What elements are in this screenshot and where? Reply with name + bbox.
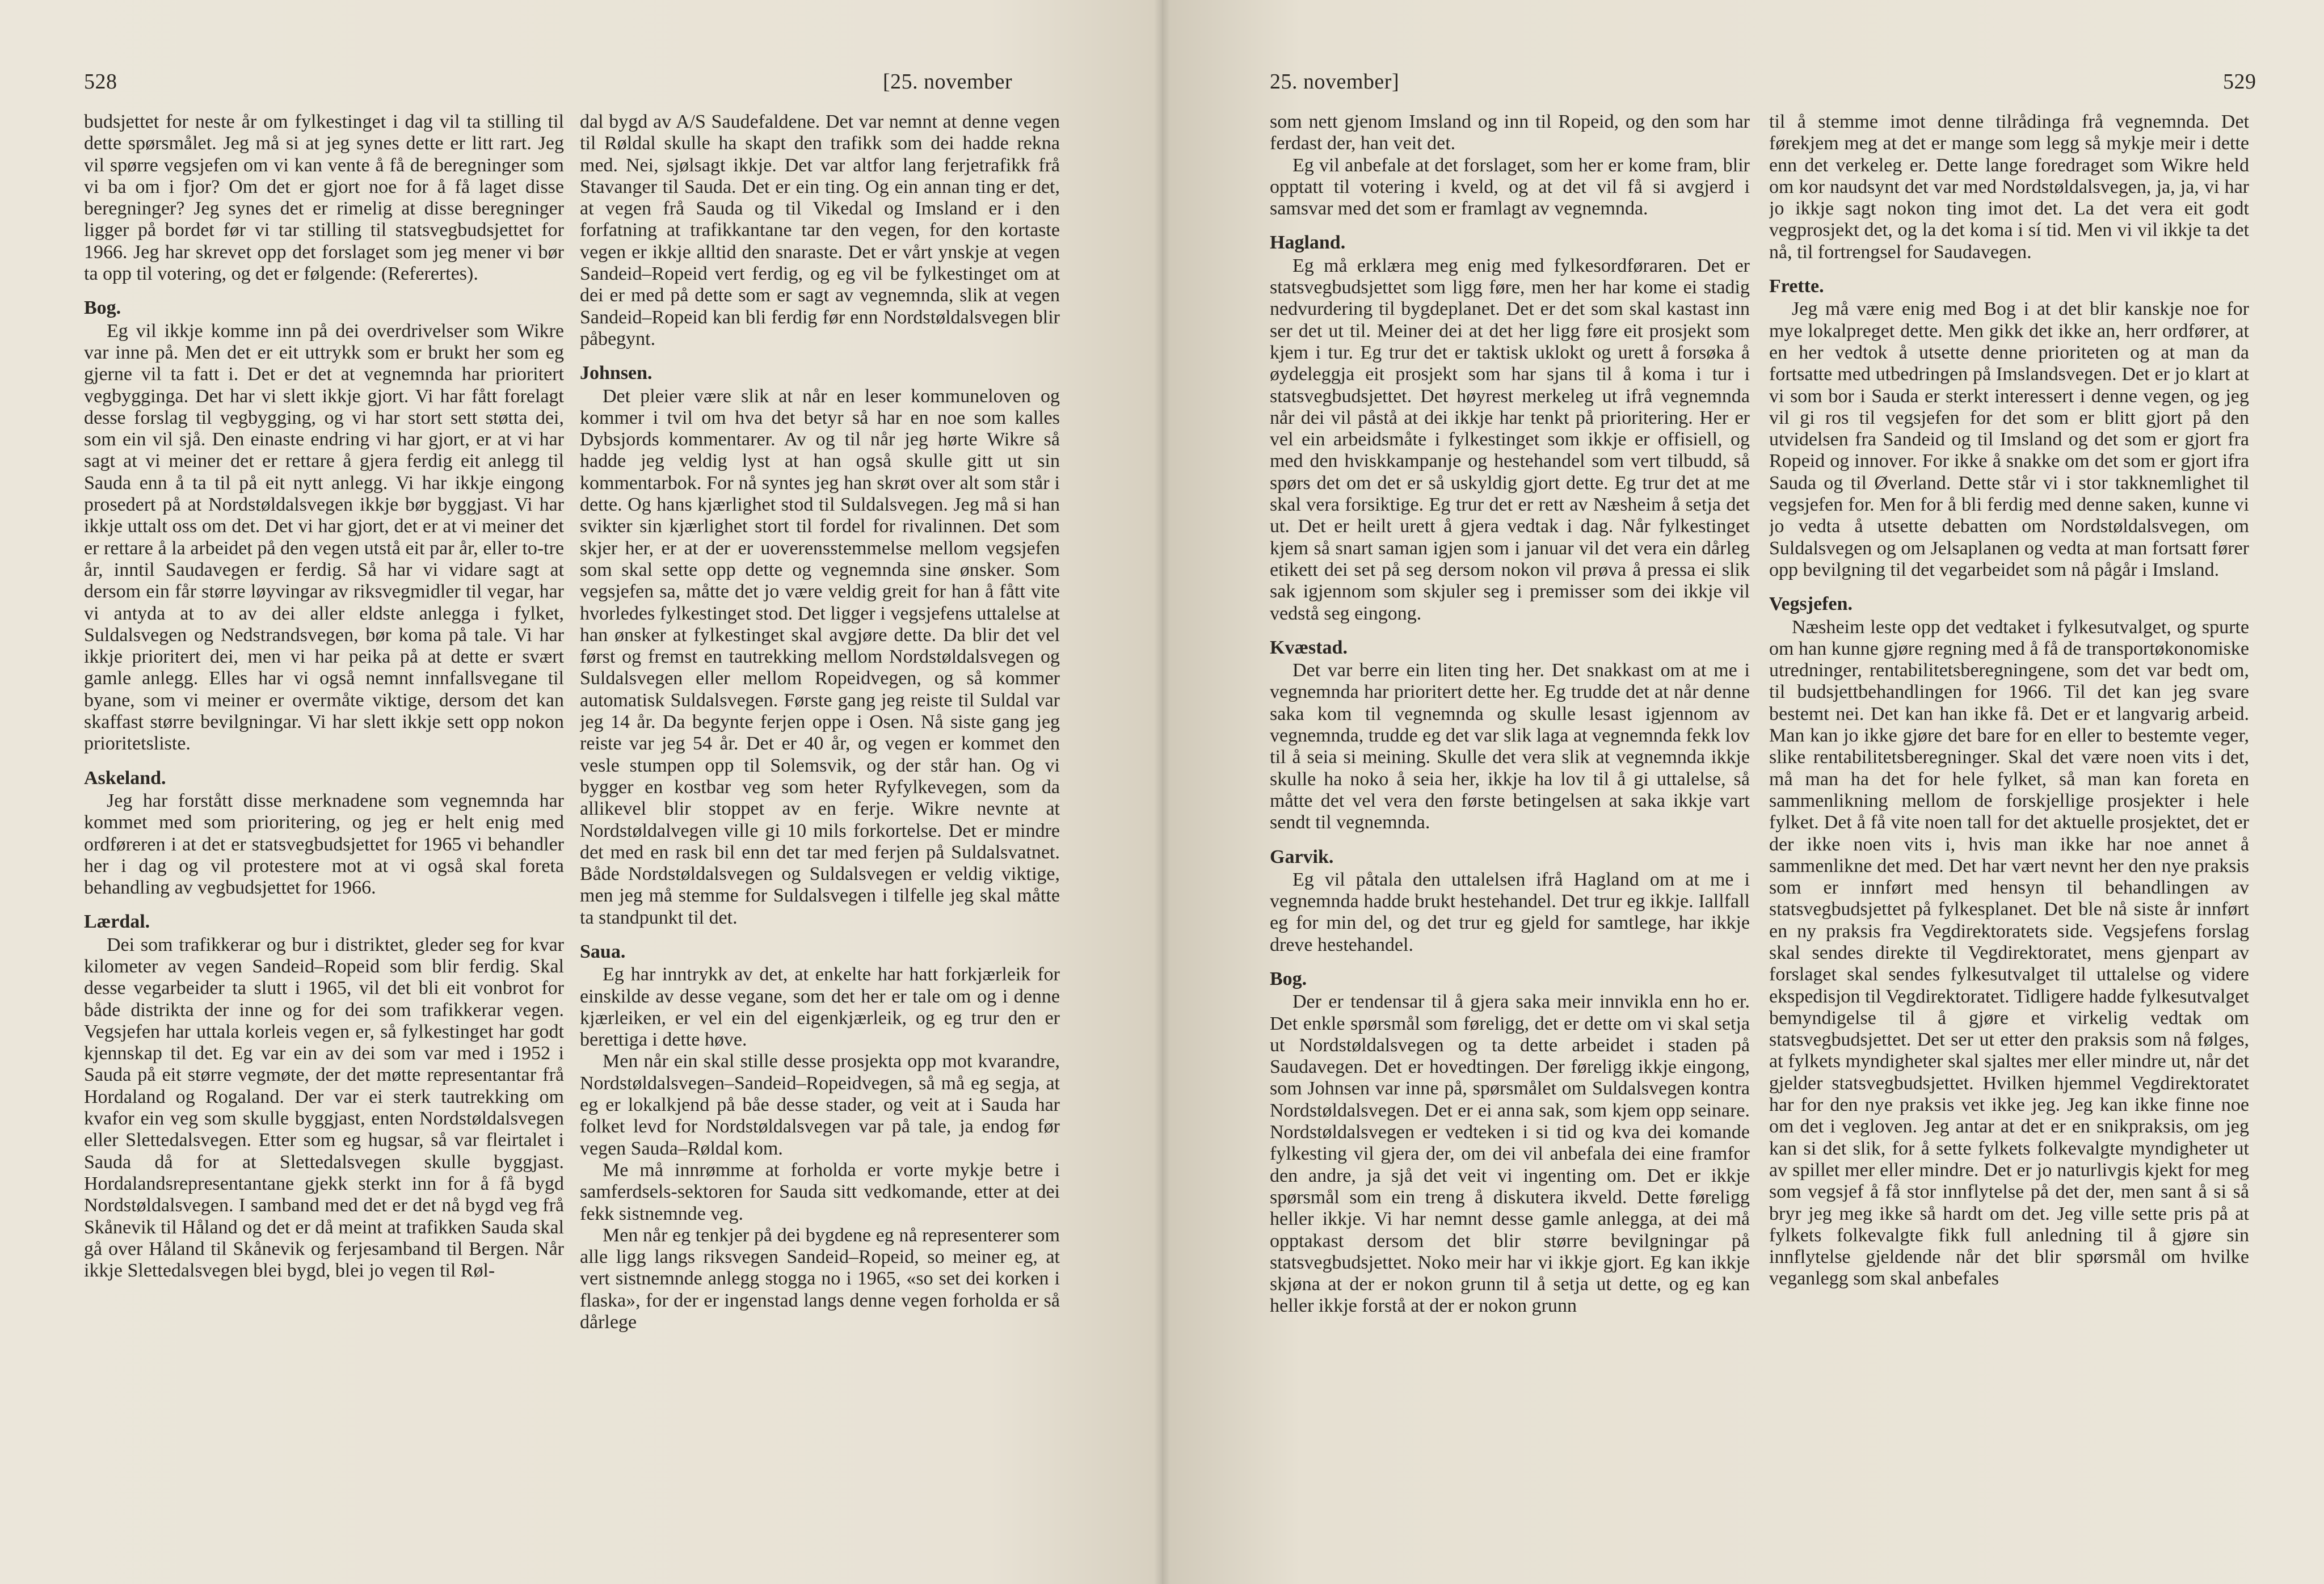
- right-page: [1162, 0, 2324, 1584]
- text-column: [1270, 111, 1750, 1564]
- speaker-heading: Bog.: [84, 297, 121, 319]
- paragraph: budsjettet for neste år om fylkestinget i dag vil ta stilling til dette spørsmålet. Jeg må si at jeg synes dette er litt rart. Jeg vil spørre vegsjefen om vi kan vente å få de beregninger som vi ba om i fjor? Om det er gjort noe for å få laget disse beregninger? Jeg synes det er rimelig at disse beregninger ligger på bordet før vi tar stilling til statsvegbudsjettet for 1966. Jeg har skrevet opp det forslaget som jeg mener vi bør ta opp til votering, og det er følgende: (Referertes).: [84, 111, 564, 285]
- speaker-heading: Hagland.: [1270, 232, 1346, 254]
- speaker-heading: Sauа.: [580, 941, 626, 962]
- paragraph: Eg må erklæra meg enig med fylkesordføraren. Det er statsvegbudsjettet som ligg føre, men her har kome ei stadig nedvurdering til bygdeplanet. Det er det som skal kastast inn ser det ut til. Meiner dei at det her ligg føre eit prosjekt som kjem i tur. Eg trur det er taktisk uklokt og urett å forsøka å øydeleggja eit prosjekt som har sjans til å koma i tur i statsvegbudsjettet. Det høyrest merkeleg ut ifrå vegnemnda når dei vil påstå at dei ikkje har tenkt på prioritering. Her er vel ein arbeidsmåte i fylkestinget som ikkje er offisiell, og med den hviskkampanje og hestehandel som vert tilbudd, så spørs det om det er så uskyldig gjort dette. Eg trur det at me skal vera forsiktige. Eg trur det er rett av Næsheim å setja det ut. Det er heilt urett å gjera vedtak i dag. Når fylkestinget kjem så snart saman igjen som i januar vil det vera ein dårleg etikett dei set på seg dersom nokon vil prøva å pressa ei slik sak igjennom som skjuler seg i premisser som dei ikkje vil vedstå seg eingong.: [1270, 255, 1750, 624]
- paragraph: Eg vil ikkje komme inn på dei overdrivelser som Wikre var inne på. Men det er eit uttrykk som er brukt her som eg gjerne vil ta fatt i. Det er det at vegnemnda har prioritert vegbygginga. Det har vi slett ikkje gjort. Vi har fått forelagt desse forslag til vegbygging, og vi har stort sett støtta dei, som ein vil sjå. Den einaste endring vi har gjort, er at vi har sagt at vi meiner det er rettare å gjera ferdig eit anlegg til Sauda enn å ta til på eit nytt anlegg. Vi har ikkje eingong prosedert på at Nordstøldalsvegen ikkje bør byggjast. Vi har ikkje uttalt oss om det. Det vi har gjort, det er at vi meiner det er rettare å la arbeidet på den vegen utstå eit par år, eller to-tre år, inntil Saudavegen er ferdig. Så har vi vidare sagt at dersom ein får større løyvingar av riksvegmidler til vegar, har vi antyda at to av dei aller eldste anlegga i fylket, Suldalsvegen og Nedstrandsvegen, bør koma på tale. Vi har ikkje prioritert dei, men vi har peika på at dette er svært gamle anlegg. Elles har vi også nemnt innfallsvegane til byane, som vi meiner er overmåte viktige, dersom det kan skaffast større bevilgningar. Vi har slett ikkje sett opp nokon prioritetsliste.: [84, 320, 564, 755]
- paragraph: Det var berre ein liten ting her. Det snakkast om at me i vegnemnda har prioritert dette her. Eg trudde det at når denne saka kom til vegnemnda og skulle lesast igjennom av vegnemnda, trudde eg det var slik laga at vegnemnda fekk lov til å seia si meining. Skulle det vera slik at vegnemnda ikkje skulle ha noko å seia her, ikkje ha lov til å gi uttalelse, så måtte det vel vera den første betingelsen at saka ikkje vart sendt til vegnemnda.: [1270, 660, 1750, 833]
- paragraph: til å stemme imot denne tilrådinga frå vegnemnda. Det førekjem meg at det er mange som legg så mykje meir i dette enn det verkeleg er. Dette lange foredraget som Wikre held om kor naudsynt det var med Nordstøldalsvegen, ja, ja, vi har jo ikkje sagt nokon ting imot det. La det vera eit godt vegprosjekt det, og la det koma i sí tid. Men vi vil ikkje ta det nå, til fortrengsel for Saudavegen.: [1769, 111, 2249, 263]
- book-gutter: [1154, 0, 1170, 1584]
- speaker-heading: Johnsen.: [580, 363, 652, 384]
- speaker-heading: Garvik.: [1270, 846, 1334, 867]
- paragraph: Jeg må være enig med Bog i at det blir kanskje noe for mye lokalpreget dette. Men gikk det ikke an, herr ordfører, at en her vedtok å utsette denne prioriteten og at man da fortsatte med utbedringen på Imslandsvegen. Det er jo klart at vi som bor i Sauda er sterkt interessert i denne vegen, og jeg vil gi ros til vegsjefen for det som er blitt gjort på den utvidelsen fra Sandeid og til Imsland og det som er gjort fra Ropeid og innover. For ikke å snakke om det som er gjort ifra Sauda og til Øverland. Dette står vi i stor takknemlighet til vegsjefen for. Men for å bli ferdig med denne saken, kunne vi jo vedta å utsette debatten om Nordstøldalsvegen, om Suldalsvegen og om Jelsaplanen og vedta at man fortsatt fører opp bevilgning til det vegarbeidet som nå pågår i Imsland.: [1769, 298, 2249, 580]
- page-number: 528: [84, 70, 117, 94]
- speaker-heading: Kvæstad.: [1270, 637, 1348, 658]
- running-date: [25. november: [883, 70, 1013, 94]
- paragraph: Me må innrømme at forholda er vorte mykje betre i samferdsels-sektoren for Sauda sitt vedkomande, etter at dei fekk sistnemnde veg.: [580, 1159, 1060, 1224]
- paragraph: Eg vil påtala den uttalelsen ifrå Hagland om at me i vegnemnda hadde brukt hestehandel. Det trur eg ikkje. Iallfall eg for min del, og det trur eg gjeld for samtlege, har ikkje dreve hestehandel.: [1270, 869, 1750, 955]
- paragraph: Men når eg tenkjer på dei bygdene eg nå representerer som alle ligg langs riksvegen Sandeid–Ropeid, so meiner eg, at vert sistnemnde anlegg stogga no i 1965, «so set dei korken i flaska», for der er ingenstad langs denne vegen forholda er så dårlege: [580, 1224, 1060, 1333]
- paragraph: Jeg har forstått disse merknadene som vegnemnda har kommet med som prioritering, og jeg er helt enig med ordføreren i at det er statsvegbudsjettet for 1965 vi behandler her i dag og vil protestere mot at vi også skal foreta behandling av vegbudsjettet for 1966.: [84, 790, 564, 899]
- speaker-heading: Askeland.: [84, 767, 166, 789]
- paragraph: Men når ein skal stille desse prosjekta opp mot kvarandre, Nordstøldalsvegen–Sandeid–Ropeidvegen, så må eg segja, at eg er lokalkjend på båe desse stader, og veit at i Sauda har folket levd for Nordstøldalsvegen var på tale, ja endog før vegen Sauda–Røldal kom.: [580, 1051, 1060, 1159]
- speaker-heading: Lærdal.: [84, 911, 150, 933]
- speaker-heading: Vegsjefen.: [1769, 593, 1853, 615]
- paragraph: Eg vil anbefale at det forslaget, som her er kome fram, blir opptatt til votering i kveld, og at det vil få si avgjerd i samsvar med det som er framlagt av vegnemnda.: [1270, 154, 1750, 220]
- text-column: [1769, 111, 2249, 1564]
- speaker-heading: Frette.: [1769, 276, 1824, 297]
- page-number: 529: [2223, 70, 2256, 94]
- paragraph: Det pleier være slik at når en leser kommuneloven og kommer i tvil om hva det betyr så har en noe som kalles Dybsjords kommentarer. Av og til når jeg hørte Wikre så hadde jeg veldig lyst at han også skulle gitt ut sin kommentarbok. For nå syntes jeg han skrøt over alt som står i dette. Og hans kjærlighet stod til Suldalsvegen. Jeg må si han svikter sin kjærlighet stort til fordel for rivalinnen. Det som skjer her, er at der er uoverensstemmelse mellom vegsjefen som skal sette opp dette og vegnemnda sine ønsker. Som vegsjefen sa, måtte det jo være veldig greit for han å fått vite hvorledes fylkestinget stod. Det ligger i vegsjefens uttalelse at han ønsker at fylkestinget skal avgjøre dette. Da blir det vel først og fremst en tautrekking mellom Nordstøldalsvegen og Suldalsvegen eller mellom Ropeidvegen, og så kommer automatisk Suldalsvegen. Første gang jeg reiste til Suldal var jeg 14 år. Da begynte ferjen oppe i Osen. Nå siste gang jeg reiste var jeg 54 år. Det er 40 år, og vegen er kommet den vesle stumpen opp til Solemsvik, og der står han. Og vi bygger en kostbar veg som heter Ryfylkevegen, som da allikevel blir stoppet av en ferje. Wikre nevnte at Nordstøldalvegen ville gi 10 mils forkortelse. Det er mindre det med en rask bil enn det tar med ferjen på Suldalsvatnet. Både Nordstøldalsvegen og Suldalsvegen er veldig viktige, men jeg må stemme for Suldalsvegen i tilfelle jeg skal måtte ta standpunkt til det.: [580, 385, 1060, 928]
- paragraph: Eg har inntrykk av det, at enkelte har hatt forkjærleik for einskilde av desse vegane, som det her er tale om og i denne kjærleiken, er vel ein del eigenkjærleik, og eg trur den er berettiga i dette høve.: [580, 964, 1060, 1051]
- speaker-heading: Bog.: [1270, 968, 1307, 989]
- paragraph: Næsheim leste opp det vedtaket i fylkesutvalget, og spurte om han kunne gjøre regning med å få de transportøkonomiske utredninger, rentabilitetsberegningene, som det var bedt om, til budsjettbehandlingen for 1966. Til det kan jeg svare bestemt nei. Det kan han ikke få. Det er et langvarig arbeid. Man kan jo ikke gjøre det bare for en eller to bestemte veger, slike rentabilitetsberegninger. Skal det være noen vits i det, må man ha det for hele fylket, så man kan foreta en sammenlikning mellom de forskjellige prosjekter i hele fylket. Det å få vite noen tall for det aktuelle prosjektet, det er der ikke noen vits i, hvis man ikke har noe annet å sammenlikne det med. Det har vært nevnt her den nye praksis som er innført med hensyn til behandlingen av statsvegbudsjettet på fylkesplanet. Det ble nå siste år innført en ny praksis fra Vegdirektoratets side. Vegsjefens forslag skal sendes direkte til Vegdirektoratet, mens gjenpart av forslaget skal sendes fylkesutvalget til uttalelse og videre ekspedisjon til Vegdirektoratet. Tidligere hadde fylkesutvalget bemyndigelse til å gjøre et virkelig vedtak om statsvegbudsjettet. Det ser ut etter den praksis som nå følges, at fylkets myndigheter skal sjaltes mer eller mindre ut, når det gjelder statsvegbudsjettet. Hvilken hjemmel Vegdirektoratet har for den nye praksis vet ikke jeg. Jeg kan ikke finne noe om det i vegloven. Jeg antar at det er en snikpraksis, om jeg kan si det slik, for å sette fylkets folkevalgte myndigheter ut av spillet mer eller mindre. Det er jo naturlivgis kjekt for meg som vegsjef å få stor innflytelse på det der, men sant å si så bryr jeg meg ikke så hardt om det. Jeg ville sette pris på at fylkets folkevalgte fikk full anledning til å gjøre sin innflytelse gjeldende når det blir spørsmål om hvilke veganlegg som skal anbefales: [1769, 616, 2249, 1290]
- running-date: 25. november]: [1270, 70, 1400, 94]
- paragraph: dal bygd av A/S Saudefaldene. Det var nemnt at denne vegen til Røldal skulle ha skapt den trafikk som dei hadde rekna med. Nei, sjølsagt ikkje. Det var altfor lang ferjetrafikk frå Stavanger til Sauda. Det er ein ting. Og ein annan ting er det, at vegen frå Sauda og til Vikedal og Imsland er i den forfatning at trafikkantane tar den vegen, for den kortaste vegen er ikkje alltid den snaraste. Det er vårt ynskje at vegen Sandeid–Ropeid vert ferdig, og eg vil be fylkestinget om at dei er med på dette som er sagt av vegnemnda, slik at vegen Sandeid–Ropeid kan bli ferdig før enn Nordstøldalsvegen blir påbegynt.: [580, 111, 1060, 349]
- text-column: [84, 111, 564, 1564]
- paragraph: som nett gjenom Imsland og inn til Ropeid, og den som har ferdast der, han veit det.: [1270, 111, 1750, 154]
- text-column: [580, 111, 1060, 1564]
- paragraph: Der er tendensar til å gjera saka meir innvikla enn ho er. Det enkle spørsmål som føreligg, det er dette om vi skal setja ut Nordstøldalsvegen og ta dette arbeidet i staden på Saudavegen. Det er hovedtingen. Der føreligg ikkje eingong, som Johnsen var inne på, spørsmålet om Suldalsvegen kontra Nordstøldalsvegen. Det er ei anna sak, som kjem opp seinare. Nordstøldalsvegen er vedteken i si tid og kva dei komande fylkesting vil gjera der, om dei vil anbefala dei eine framfor den andre, ja sjå det veit vi ingenting om. Det er ikkje spørsmål som ein treng å diskutera ikveld. Dette føreligg heller ikkje. Vi har nemnt desse gamle anlegga, at dei må opptakast dersom det blir større bevilgningar på statsvegbudsjettet. Noko meir har vi ikkje gjort. Eg kan ikkje skjøna at der er nokon grunn til å setja ut dette, og eg kan heller ikkje forstå at der er nokon grunn: [1270, 991, 1750, 1317]
- paragraph: Dei som trafikkerar og bur i distriktet, gleder seg for kvar kilometer av vegen Sandeid–Ropeid som blir ferdig. Skal desse vegarbeider ta slutt i 1965, vil det bli eit vonbrot for både distrikta der inne og for dei som trafikkerar vegen. Vegsjefen har uttala korleis vegen er, så fylkestinget har godt kjennskap til det. Eg var ein av dei som var med i 1952 i Sauda på eit større vegmøte, der det møtte representantar frå Hordaland og Rogaland. Der var ei sterk tautrekking om kvafor ein veg som skulle byggjast, enten Nordstøldalsvegen eller Slettedalsvegen. Etter som eg hugsar, så var fleirtalet i Sauda då for at Slettedalsvegen skulle byggjast. Hordalandsrepresentantane gjekk sterkt inn for å få bygd Nordstøldalsvegen. I samband med det er det nå bygd veg frå Skånevik til Håland og det er då meint at trafikken Sauda skal gå over Håland til Skånevik og ferjesamband til Bergen. Når ikkje Slettedalsvegen blei bygd, blei jo vegen til Røl-: [84, 934, 564, 1282]
